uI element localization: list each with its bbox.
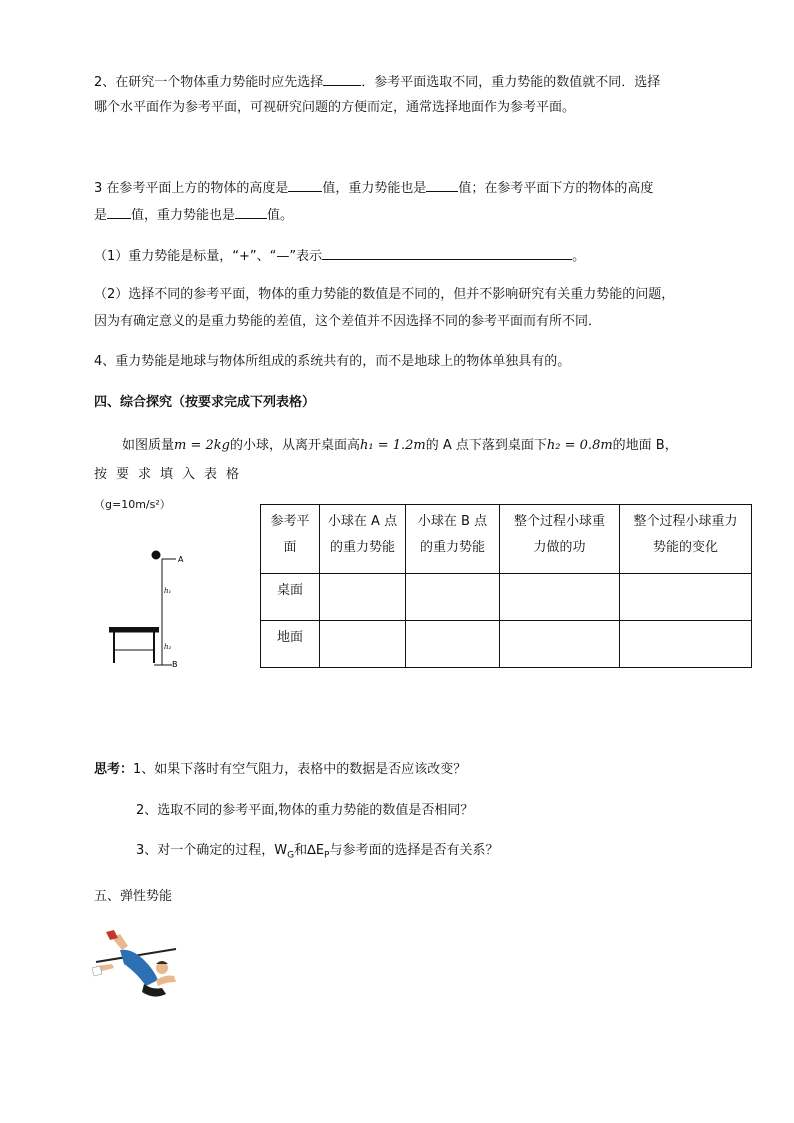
label-h2: h₂	[164, 643, 172, 651]
answer-cell[interactable]	[500, 621, 620, 668]
header-cell: 小球在 A 点 的重力势能	[320, 505, 406, 574]
label-h1: h₁	[164, 587, 172, 595]
header-cell: 参考平 面	[261, 505, 320, 574]
answer-cell[interactable]	[320, 574, 406, 621]
header-cell: 整个过程小球重力 势能的变化	[620, 505, 752, 574]
table-header-row	[261, 505, 752, 574]
instruction: 按要求填入表格	[94, 467, 249, 482]
para-3-line-1: 3 在参考平面上方的物体的高度是 值，重力势能也是 值；在参考平面下方的物体的高度	[94, 178, 653, 198]
think-q3: 3、对一个确定的过程，$W_G$和$\Delta E_P$与参考面的选择是否有关系？	[136, 843, 499, 861]
answer-cell[interactable]	[500, 574, 620, 621]
point-4: 4、重力势能是地球与物体所组成的系统共有的，而不是地球上的物体单独具有的。	[94, 354, 571, 369]
row-label: 桌面	[261, 574, 320, 621]
g-note: （g=10m/s²）	[94, 498, 171, 511]
row-label: 地面	[261, 621, 320, 668]
answer-cell[interactable]	[620, 621, 752, 668]
header-cell: 整个过程小球重 力做的功	[500, 505, 620, 574]
answer-cell[interactable]	[406, 621, 500, 668]
para-2-line-2: 哪个水平面作为参考平面，可视研究问题的方便而定，通常选择地面作为参考平面。	[94, 100, 576, 115]
think-q2: 2、选取不同的参考平面,物体的重力势能的数值是否相同？	[136, 803, 474, 818]
section-5-title: 五、弹性势能	[94, 889, 173, 904]
header-cell: 小球在 B 点 的重力势能	[406, 505, 500, 574]
potential-energy-table	[260, 504, 752, 668]
blank-fill	[235, 205, 267, 219]
section-4-title: 四、综合探究（按要求完成下列表格）	[94, 395, 316, 410]
problem-statement: 如图质量m = 2kg的小球，从离开桌面高h₁ = 1.2m的 A 点下落到桌面下h₂ = 0.8m的地面 B，	[122, 438, 678, 453]
answer-cell[interactable]	[320, 621, 406, 668]
answer-cell[interactable]	[620, 574, 752, 621]
para-3-line-2: 是 值，重力势能也是 值。	[94, 205, 293, 225]
blank-fill	[426, 178, 458, 192]
blank-fill	[323, 72, 361, 86]
table-row	[261, 621, 752, 668]
blank-fill	[288, 178, 322, 192]
note-1: （1）重力势能是标量，“+”、“—”表示 。	[94, 246, 585, 266]
para-2-line-1: 2、在研究一个物体重力势能时应先选择 ．参考平面选取不同，重力势能的数值就不同．选择	[94, 72, 660, 92]
blank-fill	[322, 246, 572, 260]
blank-fill	[107, 205, 131, 219]
falling-ball-diagram	[100, 545, 190, 675]
pole-vault-image	[92, 928, 187, 1004]
ball	[152, 551, 161, 560]
note-2-line-1: （2）选择不同的参考平面，物体的重力势能的数值是不同的，但并不影响研究有关重力势能的问题，	[94, 287, 675, 302]
table-top	[109, 627, 159, 632]
think-q1: 思考：1、如果下落时有空气阻力，表格中的数据是否应该改变？	[94, 762, 467, 777]
label-a: A	[178, 555, 184, 564]
answer-cell[interactable]	[406, 574, 500, 621]
label-b: B	[172, 660, 178, 669]
table-row	[261, 574, 752, 621]
note-2-line-2: 因为有确定意义的是重力势能的差值，这个差值并不因选择不同的参考平面而有所不同．	[94, 314, 602, 329]
